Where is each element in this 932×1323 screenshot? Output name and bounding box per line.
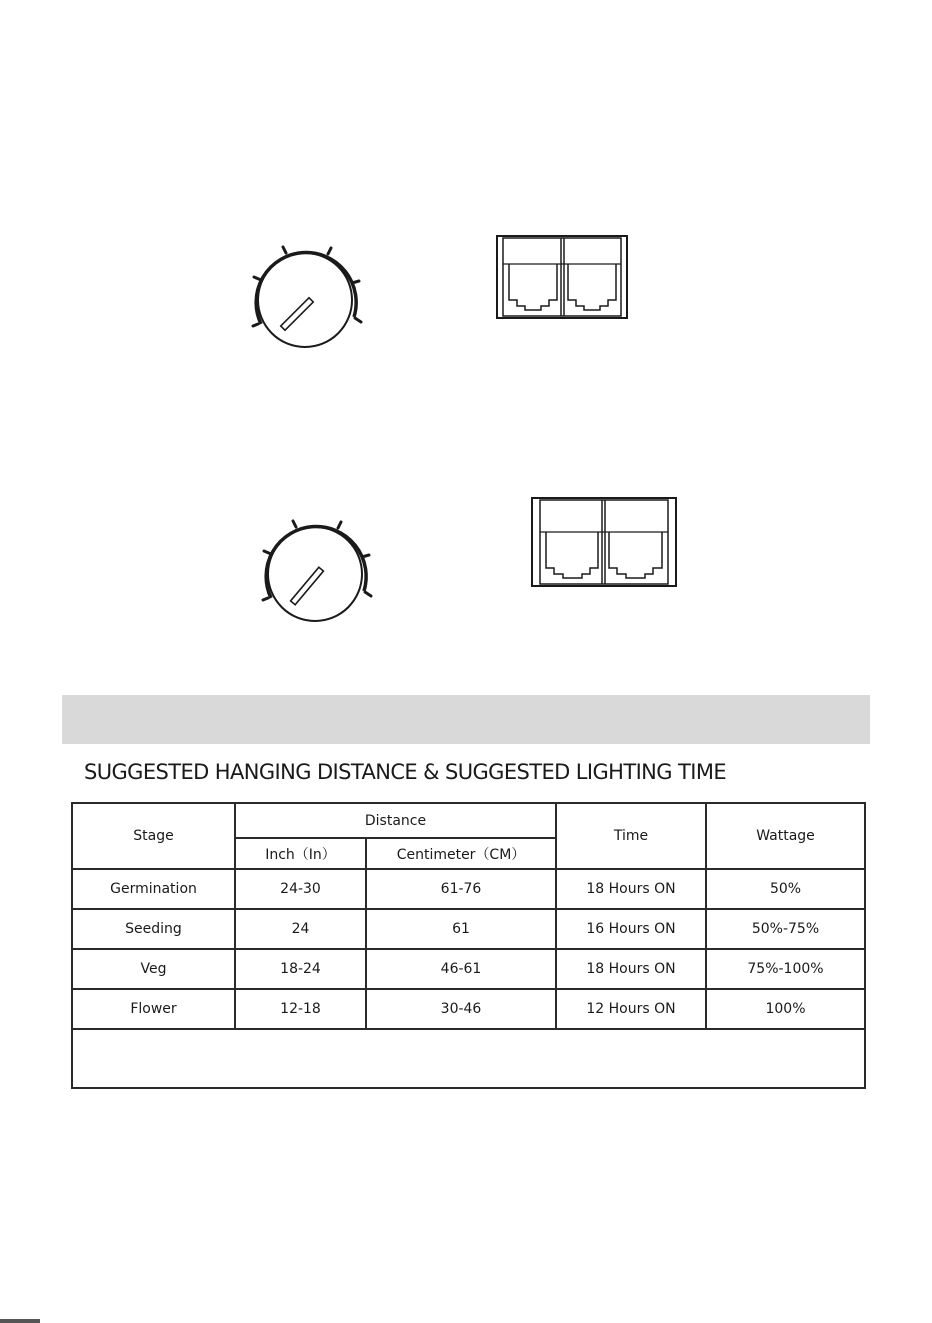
- cell-stage: Seeding: [72, 909, 235, 949]
- cell-time: 18 Hours ON: [556, 949, 706, 989]
- section-title: SUGGESTED HANGING DISTANCE & SUGGESTED LIGHTING TIME: [84, 760, 727, 784]
- table-header-row: [72, 803, 865, 838]
- page-edge-mark: [0, 1319, 40, 1323]
- table-row: [72, 909, 865, 949]
- section-header-band: [62, 695, 870, 744]
- header-inch: Inch（In）: [235, 838, 366, 869]
- header-distance: Distance: [235, 803, 556, 838]
- cell-stage: Veg: [72, 949, 235, 989]
- header-wattage: Wattage: [706, 803, 865, 869]
- table-row: [72, 989, 865, 1029]
- cell-wattage: 50%-75%: [706, 909, 865, 949]
- cell-time: 12 Hours ON: [556, 989, 706, 1029]
- cell-cm: 46-61: [366, 949, 556, 989]
- cell-inch: 12-18: [235, 989, 366, 1029]
- table-note-row: [72, 1029, 865, 1088]
- cell-time: 16 Hours ON: [556, 909, 706, 949]
- header-time: Time: [556, 803, 706, 869]
- header-stage: Stage: [72, 803, 235, 869]
- dimmer-knob-icon: [255, 512, 385, 630]
- cell-stage: Flower: [72, 989, 235, 1029]
- table-note: [72, 1029, 865, 1088]
- cell-inch: 18-24: [235, 949, 366, 989]
- header-centimeter: Centimeter（CM）: [366, 838, 556, 869]
- dual-rj-port-icon: [530, 496, 678, 588]
- cell-wattage: 100%: [706, 989, 865, 1029]
- hanging-distance-table: [71, 802, 866, 1089]
- table-row: [72, 869, 865, 909]
- cell-cm: 61-76: [366, 869, 556, 909]
- cell-cm: 30-46: [366, 989, 556, 1029]
- table-row: [72, 949, 865, 989]
- dual-rj-port-icon: [495, 234, 629, 320]
- cell-time: 18 Hours ON: [556, 869, 706, 909]
- cell-inch: 24: [235, 909, 366, 949]
- cell-cm: 61: [366, 909, 556, 949]
- cell-stage: Germination: [72, 869, 235, 909]
- cell-inch: 24-30: [235, 869, 366, 909]
- dimmer-knob-icon: [245, 238, 375, 356]
- cell-wattage: 50%: [706, 869, 865, 909]
- cell-wattage: 75%-100%: [706, 949, 865, 989]
